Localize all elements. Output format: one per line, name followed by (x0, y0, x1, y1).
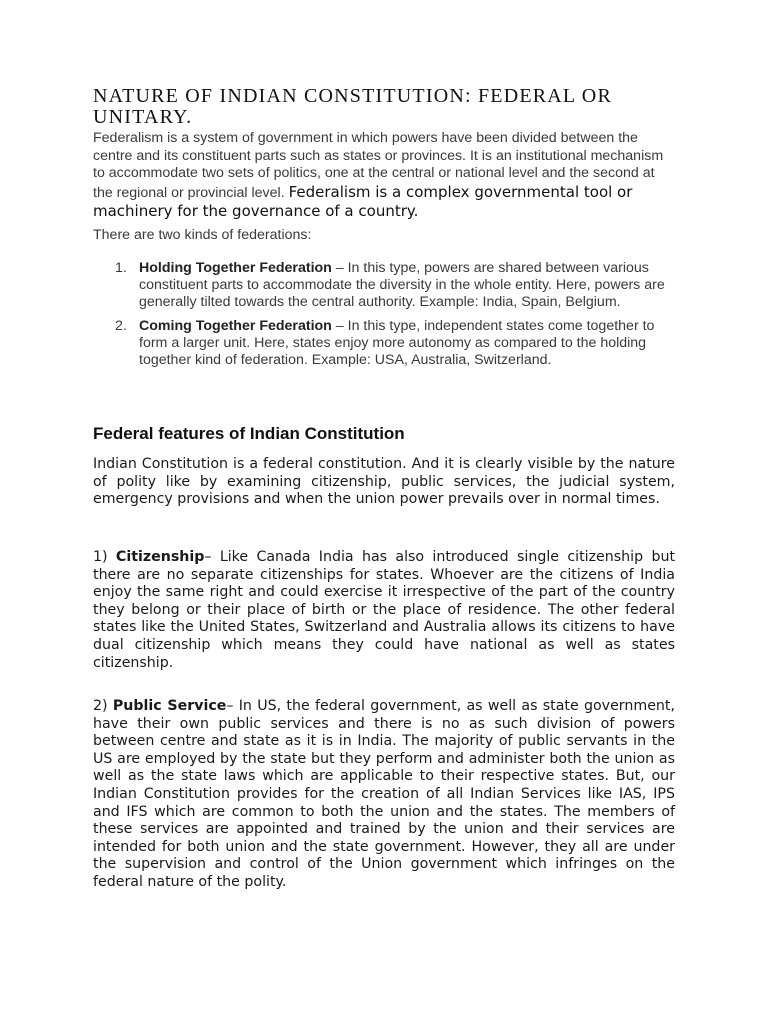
feature-name: Citizenship (115, 549, 205, 565)
list-item (93, 260, 678, 312)
feature-number: 1) (93, 549, 116, 565)
intro-paragraph (93, 130, 673, 222)
federation-list (93, 260, 678, 375)
section-heading: Federal features of Indian Constitution (93, 424, 405, 443)
feature-text: – Like Canada India has also introduced single citizenship but there are no separate citizenships for states. Whoever are the citizens of India enjoy the same right and could exercise it irrespective of the part of the country they belong or their place of birth or the place of residence. The other federal states like the United States, Switzerland and Australia allows its citizens to have dual citizenship which means they could have national as well as states citizenship. (93, 549, 676, 671)
feature-name: Public Service (112, 698, 227, 714)
intro-emphasis: Federalism is a complex governmental tool or machinery for the governance of a country. (93, 182, 633, 220)
list-number: 2. (115, 317, 127, 334)
feature-number: 2) (93, 698, 113, 714)
federation-name: Holding Together Federation (139, 260, 332, 276)
federation-description: – In this type, independent states come together to form a larger unit. Here, states enjoy more autonomy as compared to the holding together kind of federation. Example: USA, Australia, Switzerland. (139, 317, 655, 369)
feature-text: – In US, the federal government, as well as state government, have their own public services and there is no as such division of powers between centre and state as it is in India. The majority of public servants in the US are employed by the state but they perform and administer both the union as well as the state laws which are applicable to their respective states. But, our Indian Constitution provides for the creation of all Indian Services like IAS, IPS and IFS which are common to both the union and the states. The members of these services are appointed and trained by the union and their services are intended for both union and the state government. However, they all are under the supervision and control of the Union government which infringes on the federal nature of the polity. (93, 698, 675, 890)
section-intro-paragraph: Indian Constitution is a federal constitution. And it is clearly visible by the nature of polity like by examining citizenship, public services, the judicial system, emergency provisions and when the union power prevails over in normal times. (93, 456, 675, 508)
intro-text: Federalism is a system of government in which powers have been divided between the centre and its constituent parts such as states or provinces. It is an institutional mechanism to accommodate two sets of politics, one at the central or national level and the second at the regional or provincial level. (93, 130, 664, 201)
list-item (93, 318, 678, 370)
federation-description: – In this type, powers are shared between various constituent parts to accommodate the diversity in the whole entity. Here, powers are generally tilted towards the central authority. Example: India, Spain, Belgium. (139, 260, 665, 311)
federation-kinds-intro: There are two kinds of federations: (93, 227, 312, 243)
public-service-paragraph (93, 698, 675, 892)
list-number: 1. (115, 260, 127, 276)
federation-name: Coming Together Federation (139, 317, 332, 334)
page-title: NATURE OF INDIAN CONSTITUTION: FEDERAL OR UNITARY. (93, 85, 612, 128)
citizenship-paragraph (93, 549, 675, 672)
